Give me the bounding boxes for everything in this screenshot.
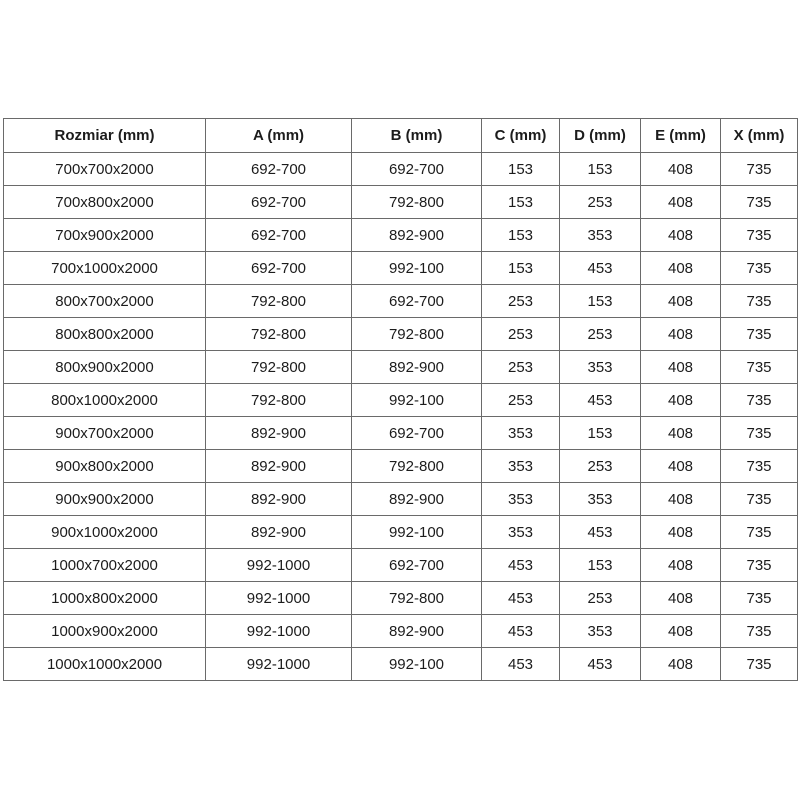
table-cell: 792-800 — [206, 285, 352, 318]
table-row — [4, 351, 798, 384]
table-cell: 1000x900x2000 — [4, 615, 206, 648]
table-cell: 353 — [482, 417, 560, 450]
table-row — [4, 285, 798, 318]
table-cell: 792-800 — [206, 351, 352, 384]
table-cell: 792-800 — [352, 186, 482, 219]
table-cell: 735 — [721, 648, 798, 681]
table-row — [4, 219, 798, 252]
table-cell: 700x700x2000 — [4, 153, 206, 186]
table-cell: 735 — [721, 186, 798, 219]
table-cell: 735 — [721, 582, 798, 615]
table-cell: 253 — [482, 318, 560, 351]
table-cell: 735 — [721, 318, 798, 351]
table-cell: 692-700 — [206, 252, 352, 285]
table-cell: 1000x1000x2000 — [4, 648, 206, 681]
table-cell: 792-800 — [352, 450, 482, 483]
table-cell: 153 — [482, 219, 560, 252]
table-body — [4, 153, 798, 681]
column-header-d: D (mm) — [560, 119, 641, 153]
table-cell: 453 — [560, 252, 641, 285]
table-cell: 353 — [482, 483, 560, 516]
table-cell: 453 — [482, 648, 560, 681]
table-row — [4, 483, 798, 516]
table-cell: 408 — [641, 318, 721, 351]
table-row — [4, 417, 798, 450]
table-cell: 735 — [721, 417, 798, 450]
table-cell: 735 — [721, 384, 798, 417]
table-cell: 900x800x2000 — [4, 450, 206, 483]
table-cell: 408 — [641, 615, 721, 648]
table-cell: 992-100 — [352, 252, 482, 285]
table-cell: 408 — [641, 285, 721, 318]
table-row — [4, 582, 798, 615]
table-cell: 892-900 — [206, 516, 352, 549]
table-row — [4, 384, 798, 417]
header-row — [4, 119, 798, 153]
column-header-x: X (mm) — [721, 119, 798, 153]
table-cell: 453 — [482, 615, 560, 648]
table-cell: 253 — [560, 450, 641, 483]
table-cell: 735 — [721, 153, 798, 186]
table-cell: 408 — [641, 417, 721, 450]
table-row — [4, 153, 798, 186]
table-cell: 408 — [641, 186, 721, 219]
table-cell: 892-900 — [206, 450, 352, 483]
table-cell: 735 — [721, 351, 798, 384]
table-cell: 408 — [641, 252, 721, 285]
table-cell: 353 — [560, 219, 641, 252]
column-header-rozmiar: Rozmiar (mm) — [4, 119, 206, 153]
table-cell: 992-1000 — [206, 615, 352, 648]
table-cell: 900x1000x2000 — [4, 516, 206, 549]
table-cell: 700x800x2000 — [4, 186, 206, 219]
table-cell: 353 — [560, 483, 641, 516]
table-cell: 153 — [560, 549, 641, 582]
table-cell: 353 — [482, 450, 560, 483]
table-cell: 800x900x2000 — [4, 351, 206, 384]
table-cell: 153 — [560, 153, 641, 186]
table-cell: 692-700 — [206, 186, 352, 219]
column-header-c: C (mm) — [482, 119, 560, 153]
table-cell: 792-800 — [206, 318, 352, 351]
table-cell: 408 — [641, 549, 721, 582]
table-cell: 153 — [482, 153, 560, 186]
table-cell: 892-900 — [352, 615, 482, 648]
table-cell: 792-800 — [206, 384, 352, 417]
table-cell: 992-100 — [352, 384, 482, 417]
table-row — [4, 318, 798, 351]
table-row — [4, 252, 798, 285]
column-header-e: E (mm) — [641, 119, 721, 153]
table-header — [4, 119, 798, 153]
table-row — [4, 648, 798, 681]
table-cell: 253 — [560, 582, 641, 615]
table-cell: 1000x800x2000 — [4, 582, 206, 615]
table-cell: 800x800x2000 — [4, 318, 206, 351]
table-cell: 408 — [641, 582, 721, 615]
table-cell: 992-1000 — [206, 648, 352, 681]
table-row — [4, 549, 798, 582]
table-cell: 892-900 — [352, 219, 482, 252]
table-row — [4, 516, 798, 549]
table-cell: 408 — [641, 351, 721, 384]
table-cell: 992-100 — [352, 516, 482, 549]
table-cell: 408 — [641, 219, 721, 252]
table-cell: 453 — [482, 582, 560, 615]
table-cell: 992-100 — [352, 648, 482, 681]
table-row — [4, 450, 798, 483]
table-cell: 408 — [641, 450, 721, 483]
table-cell: 1000x700x2000 — [4, 549, 206, 582]
table-cell: 253 — [560, 186, 641, 219]
table-cell: 735 — [721, 516, 798, 549]
table-cell: 453 — [560, 648, 641, 681]
table-cell: 692-700 — [352, 417, 482, 450]
table-cell: 692-700 — [352, 153, 482, 186]
table-cell: 253 — [482, 351, 560, 384]
table-cell: 153 — [482, 186, 560, 219]
table-cell: 353 — [482, 516, 560, 549]
table-cell: 453 — [560, 516, 641, 549]
table-cell: 735 — [721, 549, 798, 582]
table-cell: 408 — [641, 648, 721, 681]
table-cell: 353 — [560, 351, 641, 384]
table-cell: 735 — [721, 450, 798, 483]
table-cell: 692-700 — [206, 153, 352, 186]
table-cell: 735 — [721, 483, 798, 516]
table-cell: 792-800 — [352, 582, 482, 615]
table-cell: 892-900 — [352, 351, 482, 384]
table-cell: 735 — [721, 285, 798, 318]
table-cell: 253 — [560, 318, 641, 351]
table-cell: 453 — [482, 549, 560, 582]
table-cell: 735 — [721, 615, 798, 648]
table-cell: 153 — [560, 285, 641, 318]
table-cell: 453 — [560, 384, 641, 417]
table-cell: 792-800 — [352, 318, 482, 351]
table-cell: 692-700 — [206, 219, 352, 252]
table-cell: 408 — [641, 384, 721, 417]
table-row — [4, 615, 798, 648]
table-cell: 900x900x2000 — [4, 483, 206, 516]
table-cell: 408 — [641, 516, 721, 549]
column-header-b: B (mm) — [352, 119, 482, 153]
table-cell: 735 — [721, 252, 798, 285]
table-cell: 408 — [641, 153, 721, 186]
table-cell: 800x1000x2000 — [4, 384, 206, 417]
table-cell: 408 — [641, 483, 721, 516]
table-cell: 892-900 — [206, 417, 352, 450]
table-cell: 800x700x2000 — [4, 285, 206, 318]
table-cell: 892-900 — [352, 483, 482, 516]
table-cell: 992-1000 — [206, 549, 352, 582]
table-cell: 692-700 — [352, 549, 482, 582]
table-cell: 700x1000x2000 — [4, 252, 206, 285]
table-cell: 253 — [482, 384, 560, 417]
table-cell: 900x700x2000 — [4, 417, 206, 450]
table-cell: 992-1000 — [206, 582, 352, 615]
table-cell: 692-700 — [352, 285, 482, 318]
table-cell: 153 — [560, 417, 641, 450]
column-header-a: A (mm) — [206, 119, 352, 153]
table-cell: 353 — [560, 615, 641, 648]
table-cell: 153 — [482, 252, 560, 285]
table-cell: 735 — [721, 219, 798, 252]
table-row — [4, 186, 798, 219]
table-cell: 700x900x2000 — [4, 219, 206, 252]
table-cell: 892-900 — [206, 483, 352, 516]
dimensions-table — [3, 118, 798, 681]
table-cell: 253 — [482, 285, 560, 318]
